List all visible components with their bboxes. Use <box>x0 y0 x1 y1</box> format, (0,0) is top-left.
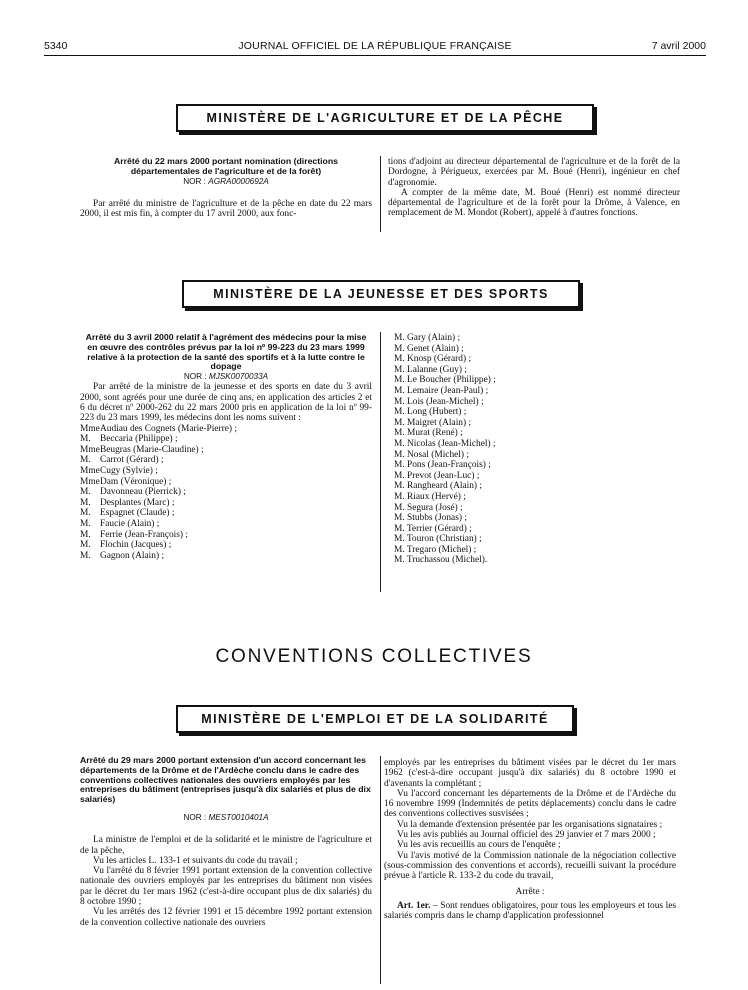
considerations-right <box>384 758 676 882</box>
section2-left-column <box>80 333 372 561</box>
doctor-list-item: M. Maigret (Alain) ; <box>394 417 472 428</box>
doctor-list-item: M. Stubbs (Jonas) ; <box>394 513 467 524</box>
doctor-list-item <box>80 455 372 466</box>
doctor-list-item: M. Pons (Jean-François) ; <box>394 460 491 471</box>
doctor-name: Cugy (Sylvie) ; <box>100 466 158 477</box>
honorific: M. <box>80 434 91 445</box>
nor-reference: NOR : MJSK0070033A <box>183 372 269 382</box>
journal-title: JOURNAL OFFICIEL DE LA RÉPUBLIQUE FRANÇAISE <box>238 40 512 52</box>
honorific: M. <box>80 455 91 466</box>
nor-reference: NOR : AGRA0000692A <box>183 176 269 186</box>
honorific: M. <box>80 550 91 561</box>
consideration-paragraph: Vu l'arrêté du 8 février 1991 portant extension de la convention collective nationale des ouvriers employés par les entreprises du bâtiment non visées par le décret du 1er mars 1962 (c'est-à-dire occupant plus de dix salariés) du 8 octobre 1990 ; <box>80 866 372 908</box>
column-divider <box>380 332 381 592</box>
section3-right-column <box>384 758 676 921</box>
doctor-name: Dam (Véronique) ; <box>100 476 172 487</box>
doctor-list-item: M. Genet (Alain) ; <box>394 343 464 354</box>
nor-reference: NOR : MEST0010401A <box>183 812 269 822</box>
doctor-list-item <box>80 498 372 509</box>
honorific: Mme <box>80 466 100 477</box>
article-1-text: – Sont rendues obligatoires, pour tous les employeurs et tous les salariés compris dans le champ d'application professionnel <box>384 900 677 922</box>
doctor-list-item: M. Terrier (Gérard) ; <box>394 523 472 534</box>
doctor-name: Beugras (Marie-Claudine) ; <box>100 444 204 455</box>
doctor-name: Gagnon (Alain) ; <box>100 550 165 561</box>
nor-code: MEST0010401A <box>208 812 269 822</box>
consideration-paragraph: Vu les articles L. 133-1 et suivants du code du travail ; <box>93 855 298 866</box>
section2-right-column <box>394 333 680 566</box>
doctor-list-item <box>80 519 372 530</box>
doctor-list-item: M. Touron (Christian) ; <box>394 534 482 545</box>
doctor-list-item <box>80 445 372 456</box>
decree-title: Arrêté du 3 avril 2000 relatif à l'agrément des médecins pour la mise en œuvre des contrôles prévus par la loi nº 99-223 du 23 mars 1999 relative à la protection de la santé des sportifs et à la lutte contre le dopage <box>85 332 367 372</box>
doctor-list-item <box>80 424 372 435</box>
doctor-name: Flochin (Jacques) ; <box>100 540 172 551</box>
doctor-name: Faucie (Alain) ; <box>100 519 160 530</box>
doctor-list-item: M. Segura (José) ; <box>394 502 463 513</box>
doctor-list-item <box>80 466 372 477</box>
honorific: M. <box>80 508 91 519</box>
consideration-paragraph: Vu les avis recueillis au cours de l'enquête ; <box>397 840 561 851</box>
honorific: Mme <box>80 444 100 455</box>
doctor-list-item <box>80 530 372 541</box>
issue-date: 7 avril 2000 <box>651 40 706 52</box>
section1-left-column <box>80 157 372 219</box>
doctor-list-item: M. Nicolas (Jean-Michel) ; <box>394 438 496 449</box>
doctor-list-item <box>80 508 372 519</box>
consideration-paragraph: Vu les arrêtés des 12 février 1991 et 15 décembre 1992 portant extension de la convention collective nationale des ouvriers <box>80 907 372 928</box>
doctor-list-item: M. Le Boucher (Philippe) ; <box>394 375 496 386</box>
doctor-list-item <box>80 540 372 551</box>
considerations-left <box>80 835 372 928</box>
running-header <box>44 40 706 56</box>
page-number: 5340 <box>44 40 68 52</box>
doctor-name: Audiau des Cognets (Marie-Pierre) ; <box>100 423 237 434</box>
honorific: M. <box>80 519 91 530</box>
doctor-list-item: M. Gary (Alain) ; <box>394 333 461 343</box>
article-1-label: Art. 1er. <box>397 900 431 911</box>
honorific: M. <box>80 529 91 540</box>
doctor-list-item: M. Rangheard (Alain) ; <box>394 481 482 492</box>
doctor-list-item <box>80 487 372 498</box>
doctor-name: Ferrie (Jean-François) ; <box>100 529 188 540</box>
section1-right-column <box>388 157 680 219</box>
doctor-list-item: M. Tregaro (Michel) ; <box>394 544 477 555</box>
article-1 <box>384 901 676 922</box>
doctor-name: Desplantes (Marc) ; <box>100 497 175 508</box>
doctor-list-item <box>80 434 372 445</box>
doctor-name: Davonneau (Pierrick) ; <box>100 487 186 498</box>
doctor-list-item: M. Murat (René) ; <box>394 428 463 439</box>
doctor-list-item: M. Nosal (Michel) ; <box>394 449 469 460</box>
decree-title: Arrêté du 29 mars 2000 portant extension d'un accord concernant les départements de la Drôme et de l'Ardèche conclu dans le cadre des conventions collectives nationales des ouvriers employés par les entreprises du bâtiment (entreprises jusqu'à dix salariés et plus de dix salariés) <box>80 755 371 805</box>
honorific: M. <box>80 487 91 498</box>
decree-paragraph-start: Par arrêté du ministre de l'agriculture et de la pêche en date du 22 mars 2000, il est mis fin, à compter du 17 avril 2000, aux fonc- <box>80 198 372 220</box>
conventions-collectives-heading: CONVENTIONS COLLECTIVES <box>215 646 533 667</box>
honorific: Mme <box>80 423 100 434</box>
doctor-list-item <box>80 551 372 562</box>
ministry-heading-emploi: MINISTÈRE DE L'EMPLOI ET DE LA SOLIDARITÉ <box>176 705 574 733</box>
honorific: M. <box>80 540 91 551</box>
decree-paragraph-2: A compter de la même date, M. Boué (Henri) est nommé directeur départemental de l'agriculture et de la forêt pour la Drôme, à Valence, en remplacement de M. Mondot (Robert), appelé à d'autres fonctions. <box>388 187 680 219</box>
consideration-paragraph: Vu l'avis motivé de la Commission nationale de la négociation collective (sous-commission des conventions et accords), recueilli suivant la procédure prévue à l'article R. 133-2 du code du travail, <box>384 850 676 882</box>
honorific: Mme <box>80 476 100 487</box>
consideration-paragraph: Vu les avis publiés au Journal officiel des 29 janvier et 7 mars 2000 ; <box>397 830 656 841</box>
doctor-list-item: M. Knosp (Gérard) ; <box>394 354 472 365</box>
consideration-paragraph: Vu l'accord concernant les départements de la Drôme et de l'Ardèche du 16 novembre 1999 (Indemnités de petits déplacements) conclu dans le cadre des conventions collectives susvisées ; <box>384 788 676 820</box>
doctor-list-item: M. Long (Hubert) ; <box>394 407 467 418</box>
decree-paragraph: Par arrêté de la ministre de la jeunesse et des sports en date du 3 avril 2000, sont agréés pour une durée de cinq ans, en application des articles 2 et 6 du décret nº 2000-262 du 22 mars 2000 pris en application de la loi nº 99-223 du 23 mars 1999, les médecins dont les noms suivent : <box>80 382 372 424</box>
doctor-list-left <box>80 424 372 562</box>
honorific: M. <box>80 497 91 508</box>
doctor-list-item: M. Lois (Jean-Michel) ; <box>394 396 484 407</box>
doctor-list-item: M. Prevot (Jean-Luc) ; <box>394 470 480 481</box>
doctor-list-item: M. Truchassou (Michel). <box>394 555 488 566</box>
consideration-paragraph: Vu la demande d'extension présentée par les organisations signataires ; <box>397 819 663 830</box>
nor-code: AGRA0000692A <box>208 176 269 186</box>
doctor-name: Carrot (Gérard) ; <box>100 455 164 466</box>
nor-code: MJSK0070033A <box>208 372 269 382</box>
doctor-list-item: M. Lemaire (Jean-Paul) ; <box>394 385 489 396</box>
consideration-paragraph: La ministre de l'emploi et de la solidarité et le ministre de l'agriculture et de la pêche, <box>80 835 372 856</box>
doctor-list-item <box>80 477 372 488</box>
section3-left-column <box>80 756 372 928</box>
column-divider <box>380 756 381 984</box>
decree-title: Arrêté du 22 mars 2000 portant nomination (directions départementales de l'agriculture et de la forêt) <box>114 156 338 176</box>
consideration-paragraph: employés par les entreprises du bâtiment visées par le décret du 1er mars 1962 (c'est-à-dire occupant jusqu'à dix salariés) du 8 octobre 1990 et d'avenants la complétant ; <box>384 758 676 789</box>
ministry-heading-agriculture: MINISTÈRE DE L'AGRICULTURE ET DE LA PÊCHE <box>176 104 594 132</box>
decree-paragraph-continued: tions d'adjoint au directeur départemental de l'agriculture et de la forêt de la Dordogne, à Périgueux, exercées par M. Boué (Henri), ingénieur en chef d'agronomie. <box>388 157 680 188</box>
doctor-list-item: M. Riaux (Hervé) ; <box>394 491 466 502</box>
column-divider <box>380 156 381 232</box>
doctor-name: Espagnet (Claude) ; <box>100 508 175 519</box>
header-rule <box>44 55 706 56</box>
doctor-list-item: M. Lalanne (Guy) ; <box>394 364 467 375</box>
arrete-label: Arrête : <box>515 886 545 897</box>
doctor-name: Beccaria (Philippe) ; <box>100 434 178 445</box>
doctor-list-right <box>394 333 680 566</box>
ministry-heading-sports: MINISTÈRE DE LA JEUNESSE ET DES SPORTS <box>182 280 580 308</box>
